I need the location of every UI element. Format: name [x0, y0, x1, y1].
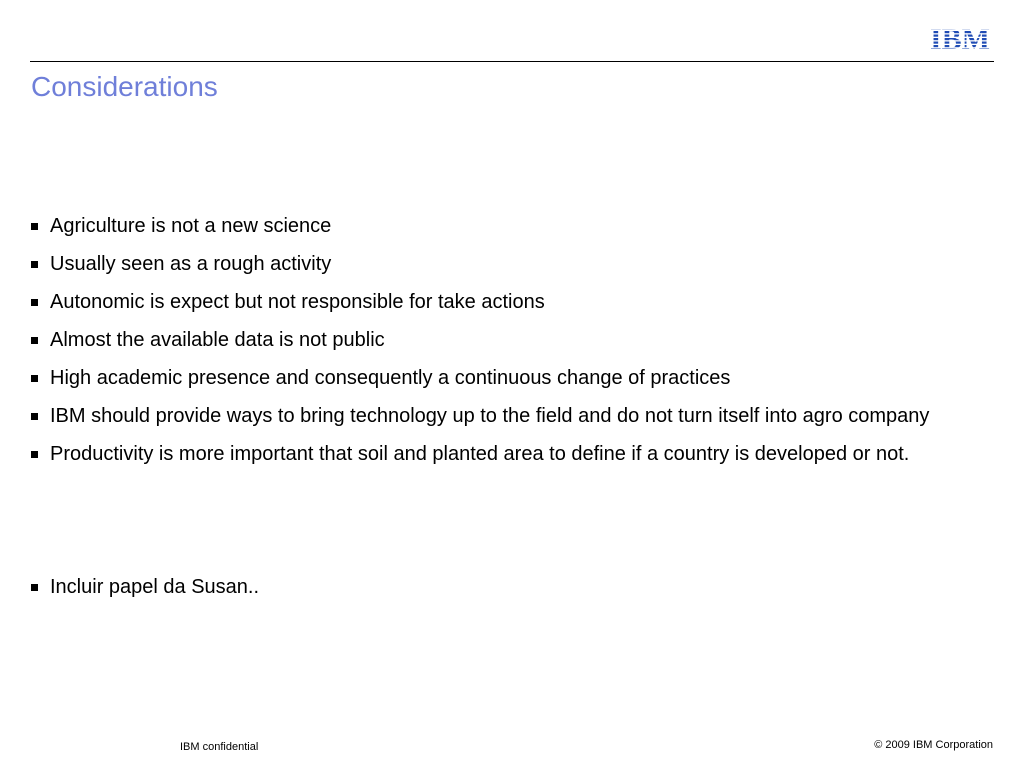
- ibm-logo-text: IBM: [930, 24, 990, 52]
- confidential-label: IBM confidential: [180, 741, 259, 753]
- bullet-text: High academic presence and consequently a continuous change of practices: [50, 367, 731, 389]
- header-divider: [30, 61, 994, 62]
- list-item: [30, 404, 975, 429]
- list-item: [30, 442, 975, 467]
- list-item: [30, 366, 975, 391]
- list-item: [30, 214, 975, 239]
- square-bullet-icon: [31, 223, 38, 230]
- square-bullet-icon: [31, 261, 38, 268]
- copyright-label: © 2009 IBM Corporation: [874, 739, 993, 751]
- bullet-text: Almost the available data is not public: [50, 329, 385, 351]
- square-bullet-icon: [31, 413, 38, 420]
- list-item: [30, 290, 975, 315]
- bullet-text: Agriculture is not a new science: [50, 215, 332, 237]
- bullet-text: IBM should provide ways to bring technology up to the field and do not turn itself into agro company: [50, 405, 930, 427]
- list-item: [30, 328, 975, 353]
- square-bullet-icon: [31, 337, 38, 344]
- ibm-logo: [925, 24, 995, 52]
- square-bullet-icon: [31, 451, 38, 458]
- bullet-text: Usually seen as a rough activity: [50, 253, 332, 275]
- page-title: Considerations: [31, 71, 218, 102]
- list-item: [30, 575, 975, 600]
- square-bullet-icon: [31, 375, 38, 382]
- bullet-text: Incluir papel da Susan..: [50, 576, 260, 598]
- square-bullet-icon: [31, 584, 38, 591]
- bullet-text: Productivity is more important that soil and planted area to define if a country is developed or not.: [50, 443, 910, 465]
- square-bullet-icon: [31, 299, 38, 306]
- bullet-text: Autonomic is expect but not responsible for take actions: [50, 291, 545, 313]
- list-item: [30, 252, 975, 277]
- bullet-list: [30, 214, 975, 613]
